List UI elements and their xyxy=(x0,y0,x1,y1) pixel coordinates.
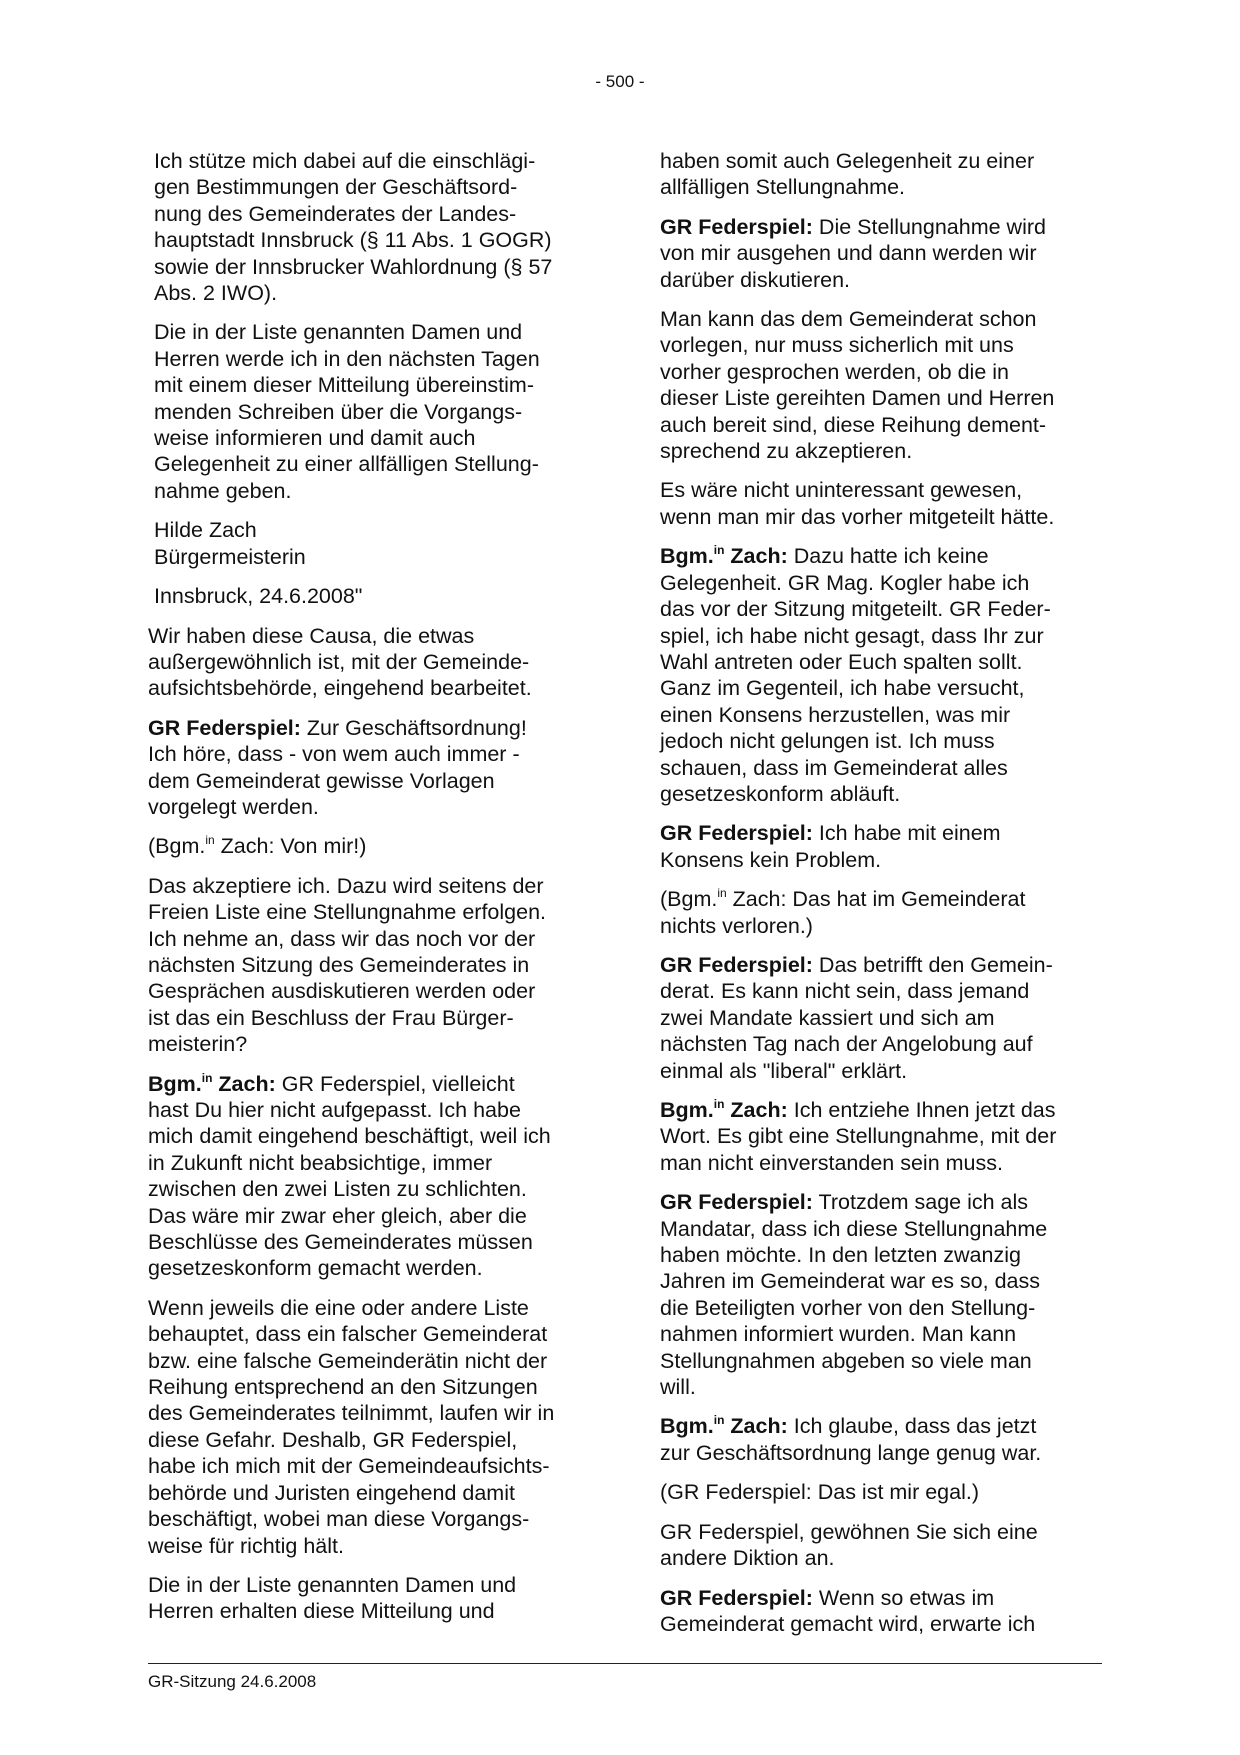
speech-text: Die Stellungnahme wird von mir ausgehen und dann werden wir darüber diskutieren. xyxy=(660,214,1046,292)
interjection-text: Zach: Von mir!) xyxy=(214,834,367,859)
title-suffix: in xyxy=(717,886,727,901)
speech-paragraph xyxy=(148,1071,598,1282)
signature-block: Hilde Zach Bürgermeisterin xyxy=(154,518,306,569)
paragraph: Wir haben diese Causa, die etwas außergewöhnlich ist, mit der Gemeinde- aufsichtsbehörde, eingehend bearbeitet. xyxy=(148,623,532,701)
speaker-name: GR Federspiel: xyxy=(660,952,813,977)
speaker-name: GR Federspiel: xyxy=(148,715,301,740)
speaker-name: GR Federspiel: xyxy=(660,821,813,846)
paragraph: Wenn jeweils die eine oder andere Liste behauptet, dass ein falscher Gemeinderat bzw. eine falsche Gemeinderätin nicht der Reihung entsprechend an den Sitzungen des Gemeinderates teilnimmt, laufen wir in diese Gefahr. Deshalb, GR Federspiel, habe ich mich mit der Gemeindeaufsichts- behörde und Juristen eingehend damit beschäftigt, wobei man diese Vorgangs- weise für richtig hält. xyxy=(148,1295,555,1558)
speaker-name: GR Federspiel: xyxy=(660,1585,813,1610)
speech-paragraph xyxy=(660,1097,1110,1176)
speech-paragraph xyxy=(148,715,598,821)
paragraph: haben somit auch Gelegenheit zu einer allfälligen Stellungnahme. xyxy=(660,149,1035,200)
interjection-speaker: (Bgm. xyxy=(660,887,718,912)
footer-session-date: GR-Sitzung 24.6.2008 xyxy=(148,1672,317,1691)
paragraph: GR Federspiel, gewöhnen Sie sich eine andere Diktion an. xyxy=(660,1519,1038,1571)
interjection xyxy=(660,886,1110,939)
speech-paragraph xyxy=(660,543,1110,807)
right-column xyxy=(660,148,1110,1650)
paragraph: Man kann das dem Gemeinderat schon vorlegen, nur muss sicherlich mit uns vorher gesprochen werden, ob die in dieser Liste gereihten Damen und Herren auch bereit sind, diese Reihung dement- sprechend zu akzeptieren. xyxy=(660,307,1055,464)
paragraph: Es wäre nicht uninteressant gewesen, wenn man mir das vorher mitgeteilt hätte. xyxy=(660,478,1055,529)
quoted-paragraph: Die in der Liste genannten Damen und Herren werde ich in den nächsten Tagen mit einem dieser Mitteilung übereinstim- menden Schreiben über die Vorgangs- weise informieren und damit auch Gelegenheit zu einer allfälligen Stellung- nahme geben. xyxy=(154,320,540,503)
speech-text: Ich habe mit einem Konsens kein Problem. xyxy=(660,821,1001,872)
speaker-name: Bgm.$^{in}$ Zach: xyxy=(660,1097,788,1122)
interjection xyxy=(148,833,598,859)
speech-text: Wenn so etwas im Gemeinderat gemacht wird, erwarte ich xyxy=(660,1585,1036,1636)
interjection-text: Zach: Das hat im Gemeinderat nichts verloren.) xyxy=(660,887,1026,938)
paragraph: Das akzeptiere ich. Dazu wird seitens der Freien Liste eine Stellungnahme erfolgen. Ich nehme an, dass wir das noch vor der nächsten Sitzung des Gemeinderates in Gesprächen ausdiskutieren werden oder ist das ein Beschluss der Frau Bürger- meisterin? xyxy=(148,873,547,1057)
speaker-name: Bgm.$^{in}$ Zach: xyxy=(660,543,788,569)
interjection-speaker: (Bgm. xyxy=(148,834,206,859)
speaker-name: Bgm.$^{in}$ Zach: xyxy=(660,1413,788,1439)
speech-paragraph xyxy=(660,1189,1110,1400)
speech-paragraph xyxy=(660,214,1110,293)
speech-text: Das betrifft den Gemein- derat. Es kann nicht sein, dass jemand zwei Mandate kassiert und sich am nächsten Tag nach der Angelobung auf einmal als "liberal" erklärt. xyxy=(660,952,1053,1083)
speaker-name: Bgm.$^{in}$ Zach: xyxy=(148,1070,276,1096)
speech-paragraph xyxy=(660,1585,1110,1638)
page-number: - 500 - xyxy=(595,72,645,91)
speech-text: Trotzdem sage ich als Mandatar, dass ich diese Stellungnahme haben möchte. In den letzten zwanzig Jahren im Gemeinderat war es so, dass die Beteiligten vorher von den Stellung- nahmen informiert wurden. Man kann Stellungnahmen abgeben so viele man will. xyxy=(660,1190,1048,1400)
speech-paragraph xyxy=(660,1413,1110,1466)
title-suffix: in xyxy=(205,833,215,848)
speech-text: Ich glaube, dass das jetzt zur Geschäftsordnung lange genug war. xyxy=(660,1414,1042,1465)
speech-text: Dazu hatte ich keine Gelegenheit. GR Mag. Kogler habe ich das vor der Sitzung mitgeteilt. GR Feder- spiel, ich habe nicht gesagt, dass Ihr zur Wahl antreten oder Euch spalten sollt. Ganz im Gegenteil, ich habe versucht, einen Konsens herzustellen, was mir jedoch nicht gelungen ist. Ich muss schauen, dass im Gemeinderat alles gesetzeskonform abläuft. xyxy=(660,544,1051,806)
speaker-name: GR Federspiel: xyxy=(660,214,813,239)
left-column xyxy=(148,148,598,1638)
footer-divider xyxy=(148,1663,1102,1664)
quoted-paragraph: Ich stütze mich dabei auf die einschlägi- gen Bestimmungen der Geschäftsord- nung des Gemeinderates der Landes- hauptstadt Innsbruck (§ 11 Abs. 1 GOGR) sowie der Innsbrucker Wahlordnung (§ 57 Abs. 2 IWO). xyxy=(154,149,553,306)
speech-paragraph xyxy=(660,820,1110,873)
speaker-name: GR Federspiel: xyxy=(660,1190,813,1215)
paragraph: Die in der Liste genannten Damen und Herren erhalten diese Mitteilung und xyxy=(148,1572,517,1624)
speech-text: GR Federspiel, vielleicht hast Du hier nicht aufgepasst. Ich habe mich damit eingehend beschäftigt, weil ich in Zukunft nicht beabsichtige, immer zwischen den zwei Listen zu schlichten. Das wäre mir zwar eher gleich, aber die Beschlüsse des Gemeinderates müssen gesetzeskonform gemacht werden. xyxy=(148,1071,551,1281)
speech-text: Zur Geschäftsordnung! Ich höre, dass - von wem auch immer - dem Gemeinderat gewisse Vorlagen vorgelegt werden. xyxy=(148,715,527,819)
speech-text: Ich entziehe Ihnen jetzt das Wort. Es gibt eine Stellungnahme, mit der man nicht einverstanden sein muss. xyxy=(660,1098,1057,1175)
interjection: (GR Federspiel: Das ist mir egal.) xyxy=(660,1480,979,1505)
speech-paragraph xyxy=(660,952,1110,1084)
date-line: Innsbruck, 24.6.2008" xyxy=(154,584,363,609)
